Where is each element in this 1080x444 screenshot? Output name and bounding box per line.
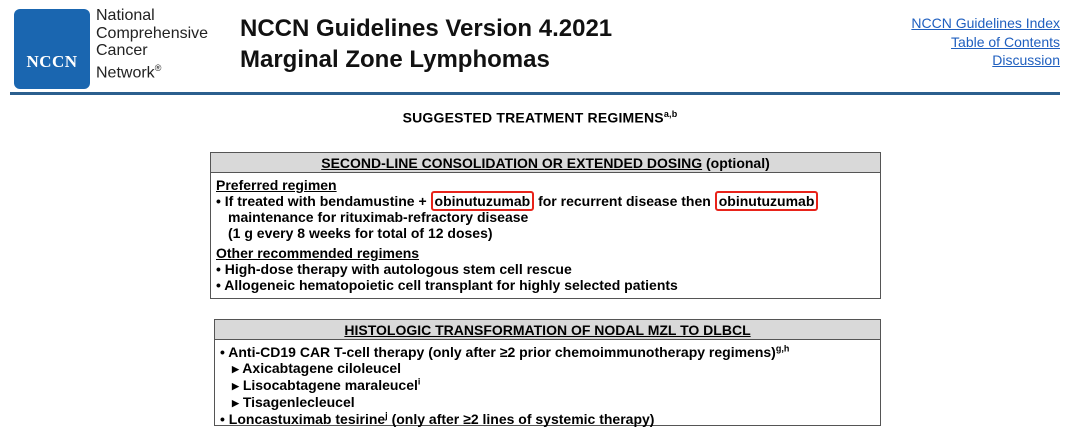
highlight-obinutuzumab-2: obinutuzumab	[715, 191, 819, 211]
title-version: NCCN Guidelines Version 4.2021	[240, 15, 613, 42]
loncastuximab-line: • Loncastuximab tesirine$^j$ (only after ≥2 lines of systemic therapy)	[220, 410, 655, 427]
triangle-bullet-icon: ▶	[232, 364, 239, 374]
car-t-line: • Anti-CD19 CAR T-cell therapy (only after ≥2 prior chemoimmunotherapy regimens)$^{g,h}$	[220, 343, 790, 360]
table-of-contents-link[interactable]: Table of Contents	[951, 33, 1060, 50]
preferred-regimen-dosing: (1 g every 8 weeks for total of 12 doses)	[228, 225, 493, 241]
title-disease: Marginal Zone Lymphomas	[240, 46, 550, 73]
org-line-1: National	[96, 7, 155, 24]
org-line-3: Cancer	[96, 42, 148, 59]
nccn-logo	[14, 9, 90, 89]
org-line-2: Comprehensive	[96, 24, 209, 42]
preferred-regimen-label: Preferred regimen	[216, 177, 337, 193]
footnote-ref: g,h	[775, 343, 790, 354]
consolidation-box-heading: SECOND-LINE CONSOLIDATION OR EXTENDED DOSING (optional)	[211, 153, 880, 173]
page-title	[240, 13, 612, 75]
preferred-regimen-line-2: maintenance for rituximab-refractory disease	[228, 209, 529, 225]
footnote-ref: a,b	[663, 109, 678, 119]
other-regimens-label: Other recommended regimens	[216, 245, 420, 261]
guidelines-index-link[interactable]: NCCN Guidelines Index	[911, 15, 1060, 31]
header-divider	[10, 92, 1060, 95]
footnote-ref: i	[417, 376, 421, 387]
transformation-box-heading: HISTOLOGIC TRANSFORMATION OF NODAL MZL TO DLBCL	[215, 320, 880, 340]
org-name	[96, 7, 208, 81]
car-t-sub-item: ▶ Axicabtagene ciloleucel	[232, 360, 402, 376]
footnote-ref: j	[385, 410, 388, 421]
nav-links	[911, 14, 1060, 70]
car-t-sub-item: ▶ Lisocabtagene maraleucel$^i$	[232, 376, 421, 393]
car-t-sub-item: ▶ Tisagenlecleucel	[232, 394, 355, 410]
consolidation-box	[210, 152, 881, 299]
transformation-box	[214, 319, 881, 426]
triangle-bullet-icon: ▶	[232, 381, 239, 391]
discussion-link[interactable]: Discussion	[992, 52, 1060, 68]
other-regimen-item: • Allogeneic hematopoietic cell transplant for highly selected patients	[216, 277, 678, 293]
logo-text: NCCN	[26, 52, 78, 71]
section-heading: SUGGESTED TREATMENT REGIMENS$^{a,b}$	[402, 109, 678, 126]
registered-mark: ®	[154, 62, 162, 73]
other-regimen-item: • High-dose therapy with autologous stem cell rescue	[216, 261, 572, 277]
triangle-bullet-icon: ▶	[232, 398, 239, 408]
preferred-regimen-line: • If treated with bendamustine + obinutuzumab for recurrent disease then obinutuzumab	[216, 193, 875, 209]
org-line-4: Network®	[96, 62, 162, 81]
highlight-obinutuzumab-1: obinutuzumab	[431, 191, 535, 211]
